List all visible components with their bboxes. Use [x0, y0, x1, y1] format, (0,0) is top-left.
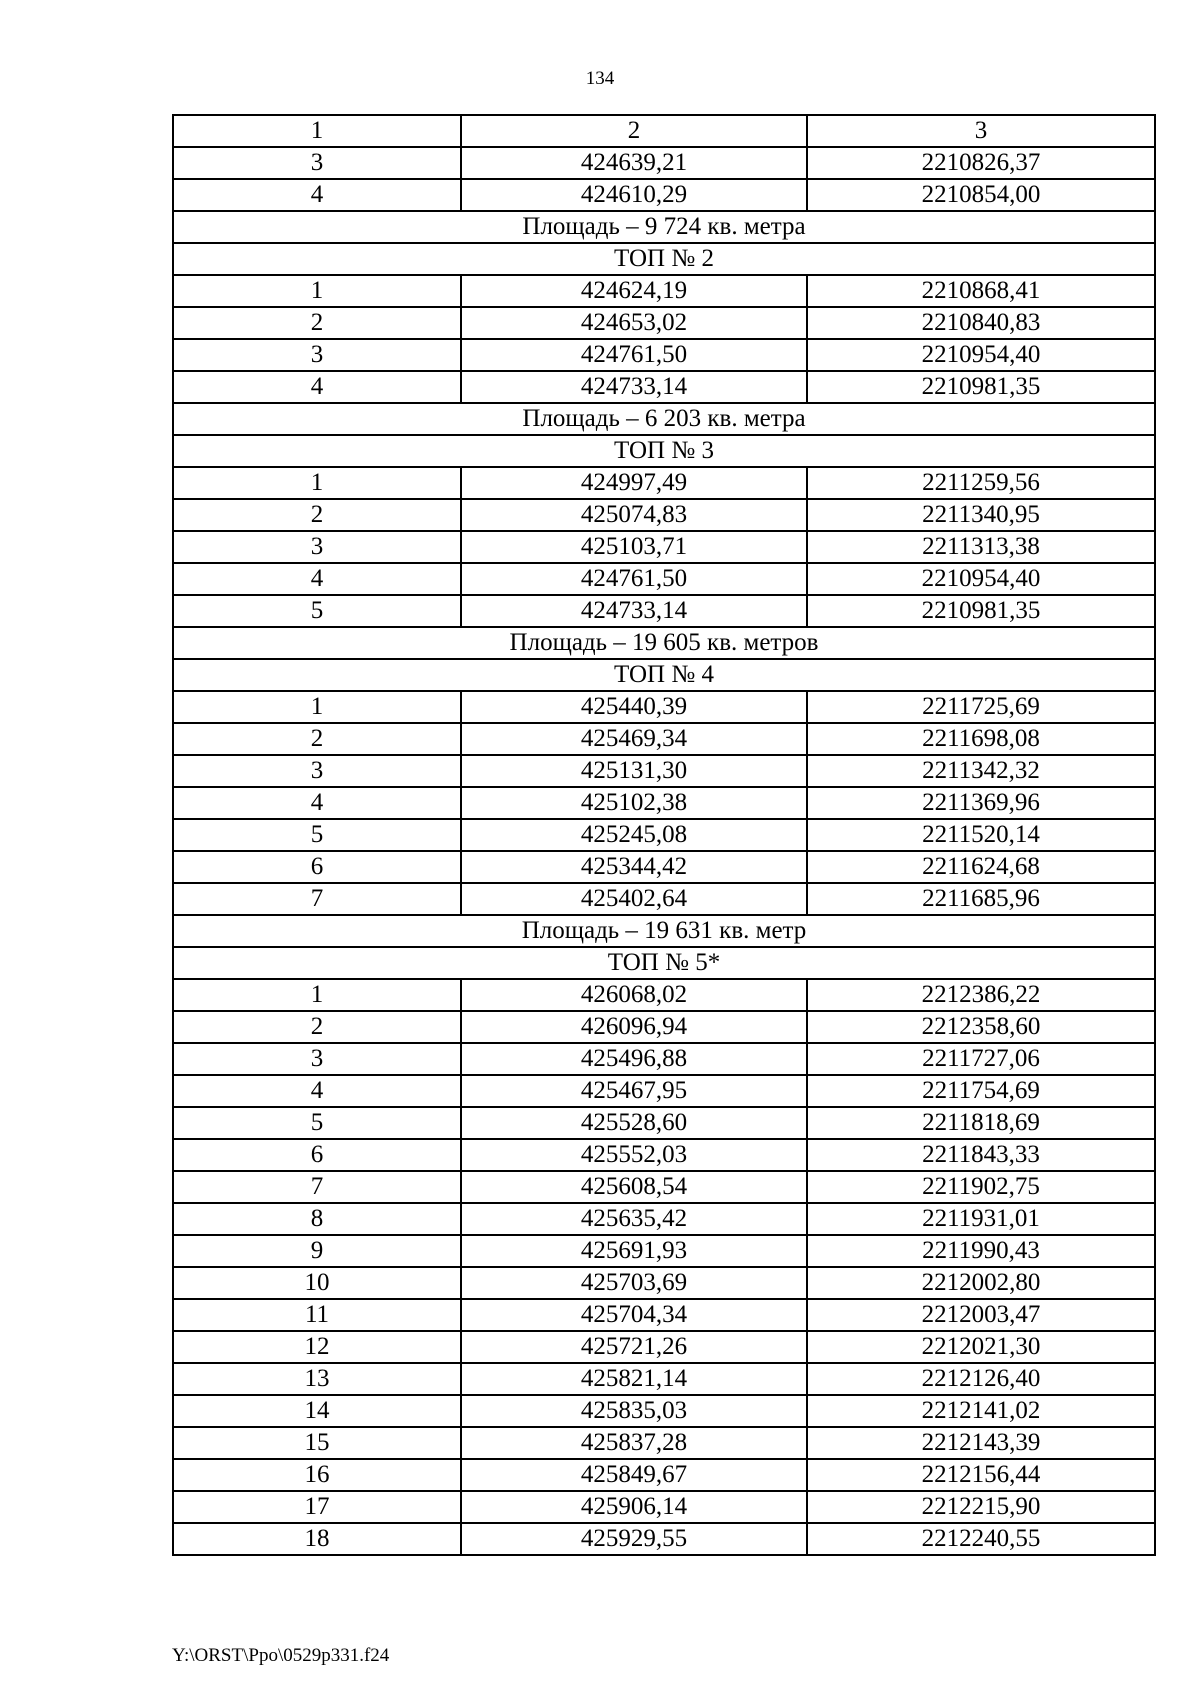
point-number-cell: 5: [173, 819, 461, 851]
x-coordinate-cell: 424733,14: [461, 371, 807, 403]
y-coordinate-cell: 2211369,96: [807, 787, 1155, 819]
section-row: [173, 659, 1155, 691]
point-number-cell: 1: [173, 691, 461, 723]
point-number-cell: 17: [173, 1491, 461, 1523]
table-row: [173, 1363, 1155, 1395]
section-row: [173, 403, 1155, 435]
table-row: [173, 1395, 1155, 1427]
table-row: [173, 1043, 1155, 1075]
point-number-cell: 13: [173, 1363, 461, 1395]
y-coordinate-cell: 2210981,35: [807, 371, 1155, 403]
x-coordinate-cell: 425074,83: [461, 499, 807, 531]
x-coordinate-cell: 424997,49: [461, 467, 807, 499]
table-row: [173, 723, 1155, 755]
point-number-cell: 1: [173, 467, 461, 499]
x-coordinate-cell: 424610,29: [461, 179, 807, 211]
point-number-cell: 2: [173, 307, 461, 339]
table-row: [173, 467, 1155, 499]
table-row: [173, 371, 1155, 403]
x-coordinate-cell: 425344,42: [461, 851, 807, 883]
table-row: [173, 1011, 1155, 1043]
table-row: [173, 499, 1155, 531]
x-coordinate-cell: 425440,39: [461, 691, 807, 723]
point-number-cell: 2: [173, 499, 461, 531]
y-coordinate-cell: 2211754,69: [807, 1075, 1155, 1107]
x-coordinate-cell: 425821,14: [461, 1363, 807, 1395]
y-coordinate-cell: 2210981,35: [807, 595, 1155, 627]
table-row: [173, 755, 1155, 787]
x-coordinate-cell: 425528,60: [461, 1107, 807, 1139]
point-number-cell: 5: [173, 1107, 461, 1139]
x-coordinate-cell: 425402,64: [461, 883, 807, 915]
x-coordinate-cell: 425131,30: [461, 755, 807, 787]
point-number-cell: 15: [173, 1427, 461, 1459]
y-coordinate-cell: 2212002,80: [807, 1267, 1155, 1299]
table-row: [173, 339, 1155, 371]
table-row: [173, 1235, 1155, 1267]
section-row: [173, 947, 1155, 979]
table-body: [173, 115, 1155, 1555]
table-row: [173, 851, 1155, 883]
y-coordinate-cell: 2211727,06: [807, 1043, 1155, 1075]
y-coordinate-cell: 2211725,69: [807, 691, 1155, 723]
table-row: [173, 979, 1155, 1011]
point-number-cell: 4: [173, 787, 461, 819]
table-row: [173, 1267, 1155, 1299]
table-row: [173, 307, 1155, 339]
y-coordinate-cell: 2210840,83: [807, 307, 1155, 339]
x-coordinate-cell: 425929,55: [461, 1523, 807, 1555]
y-coordinate-cell: 2212240,55: [807, 1523, 1155, 1555]
point-number-cell: 4: [173, 1075, 461, 1107]
x-coordinate-cell: 425245,08: [461, 819, 807, 851]
x-coordinate-cell: 424653,02: [461, 307, 807, 339]
point-number-cell: 10: [173, 1267, 461, 1299]
table-row: [173, 787, 1155, 819]
y-coordinate-cell: 2211843,33: [807, 1139, 1155, 1171]
table-header-row: [173, 115, 1155, 147]
x-coordinate-cell: 425691,93: [461, 1235, 807, 1267]
section-label: ТОП № 5*: [173, 947, 1155, 979]
table-row: [173, 179, 1155, 211]
x-coordinate-cell: 426068,02: [461, 979, 807, 1011]
section-row: [173, 243, 1155, 275]
x-coordinate-cell: 424761,50: [461, 563, 807, 595]
x-coordinate-cell: 424733,14: [461, 595, 807, 627]
x-coordinate-cell: 425103,71: [461, 531, 807, 563]
section-label: Площадь – 19 631 кв. метр: [173, 915, 1155, 947]
table-row: [173, 147, 1155, 179]
point-number-cell: 3: [173, 147, 461, 179]
y-coordinate-cell: 2212143,39: [807, 1427, 1155, 1459]
x-coordinate-cell: 425467,95: [461, 1075, 807, 1107]
point-number-cell: 14: [173, 1395, 461, 1427]
y-coordinate-cell: 2210954,40: [807, 339, 1155, 371]
x-coordinate-cell: 425721,26: [461, 1331, 807, 1363]
x-coordinate-cell: 424761,50: [461, 339, 807, 371]
table-row: [173, 595, 1155, 627]
y-coordinate-cell: 2212156,44: [807, 1459, 1155, 1491]
y-coordinate-cell: 2211340,95: [807, 499, 1155, 531]
point-number-cell: 1: [173, 275, 461, 307]
section-row: [173, 435, 1155, 467]
point-number-cell: 3: [173, 339, 461, 371]
table-row: [173, 1427, 1155, 1459]
point-number-cell: 8: [173, 1203, 461, 1235]
point-number-cell: 6: [173, 1139, 461, 1171]
table-row: [173, 531, 1155, 563]
x-coordinate-cell: 424624,19: [461, 275, 807, 307]
x-coordinate-cell: 425837,28: [461, 1427, 807, 1459]
header-cell-y: 3: [807, 115, 1155, 147]
point-number-cell: 12: [173, 1331, 461, 1363]
y-coordinate-cell: 2211313,38: [807, 531, 1155, 563]
table-row: [173, 1171, 1155, 1203]
table-row: [173, 883, 1155, 915]
section-row: [173, 915, 1155, 947]
point-number-cell: 4: [173, 563, 461, 595]
y-coordinate-cell: 2211698,08: [807, 723, 1155, 755]
point-number-cell: 1: [173, 979, 461, 1011]
y-coordinate-cell: 2211990,43: [807, 1235, 1155, 1267]
point-number-cell: 4: [173, 179, 461, 211]
section-label: Площадь – 6 203 кв. метра: [173, 403, 1155, 435]
point-number-cell: 16: [173, 1459, 461, 1491]
table-row: [173, 1203, 1155, 1235]
section-label: Площадь – 9 724 кв. метра: [173, 211, 1155, 243]
point-number-cell: 2: [173, 1011, 461, 1043]
y-coordinate-cell: 2211902,75: [807, 1171, 1155, 1203]
y-coordinate-cell: 2212021,30: [807, 1331, 1155, 1363]
x-coordinate-cell: 425704,34: [461, 1299, 807, 1331]
table-row: [173, 1139, 1155, 1171]
y-coordinate-cell: 2210826,37: [807, 147, 1155, 179]
section-row: [173, 211, 1155, 243]
y-coordinate-cell: 2210854,00: [807, 179, 1155, 211]
x-coordinate-cell: 425849,67: [461, 1459, 807, 1491]
point-number-cell: 5: [173, 595, 461, 627]
y-coordinate-cell: 2212358,60: [807, 1011, 1155, 1043]
point-number-cell: 3: [173, 1043, 461, 1075]
x-coordinate-cell: 425552,03: [461, 1139, 807, 1171]
x-coordinate-cell: 425835,03: [461, 1395, 807, 1427]
page-number: 134: [585, 68, 615, 89]
table-row: [173, 1459, 1155, 1491]
x-coordinate-cell: 426096,94: [461, 1011, 807, 1043]
table-row: [173, 1075, 1155, 1107]
x-coordinate-cell: 425102,38: [461, 787, 807, 819]
section-row: [173, 627, 1155, 659]
x-coordinate-cell: 425469,34: [461, 723, 807, 755]
section-label: ТОП № 4: [173, 659, 1155, 691]
table-row: [173, 691, 1155, 723]
y-coordinate-cell: 2210954,40: [807, 563, 1155, 595]
point-number-cell: 7: [173, 1171, 461, 1203]
x-coordinate-cell: 425906,14: [461, 1491, 807, 1523]
y-coordinate-cell: 2212386,22: [807, 979, 1155, 1011]
x-coordinate-cell: 425496,88: [461, 1043, 807, 1075]
x-coordinate-cell: 425635,42: [461, 1203, 807, 1235]
x-coordinate-cell: 425703,69: [461, 1267, 807, 1299]
y-coordinate-cell: 2211818,69: [807, 1107, 1155, 1139]
y-coordinate-cell: 2211520,14: [807, 819, 1155, 851]
header-cell-point: 1: [173, 115, 461, 147]
x-coordinate-cell: 425608,54: [461, 1171, 807, 1203]
point-number-cell: 7: [173, 883, 461, 915]
file-path-footer: Y:\ORST\Ppo\0529p331.f24: [172, 1645, 390, 1666]
section-label: ТОП № 3: [173, 435, 1155, 467]
point-number-cell: 3: [173, 755, 461, 787]
y-coordinate-cell: 2210868,41: [807, 275, 1155, 307]
point-number-cell: 4: [173, 371, 461, 403]
table-row: [173, 1107, 1155, 1139]
point-number-cell: 6: [173, 851, 461, 883]
table-row: [173, 563, 1155, 595]
y-coordinate-cell: 2212215,90: [807, 1491, 1155, 1523]
point-number-cell: 9: [173, 1235, 461, 1267]
point-number-cell: 11: [173, 1299, 461, 1331]
point-number-cell: 18: [173, 1523, 461, 1555]
coordinates-table: [172, 114, 1156, 1556]
point-number-cell: 2: [173, 723, 461, 755]
y-coordinate-cell: 2211624,68: [807, 851, 1155, 883]
section-label: ТОП № 2: [173, 243, 1155, 275]
y-coordinate-cell: 2211342,32: [807, 755, 1155, 787]
table-row: [173, 275, 1155, 307]
section-label: Площадь – 19 605 кв. метров: [173, 627, 1155, 659]
y-coordinate-cell: 2212126,40: [807, 1363, 1155, 1395]
y-coordinate-cell: 2211259,56: [807, 467, 1155, 499]
y-coordinate-cell: 2211931,01: [807, 1203, 1155, 1235]
point-number-cell: 3: [173, 531, 461, 563]
table-row: [173, 819, 1155, 851]
y-coordinate-cell: 2211685,96: [807, 883, 1155, 915]
header-cell-x: 2: [461, 115, 807, 147]
x-coordinate-cell: 424639,21: [461, 147, 807, 179]
y-coordinate-cell: 2212003,47: [807, 1299, 1155, 1331]
table-row: [173, 1523, 1155, 1555]
table-row: [173, 1299, 1155, 1331]
table-row: [173, 1331, 1155, 1363]
table-row: [173, 1491, 1155, 1523]
y-coordinate-cell: 2212141,02: [807, 1395, 1155, 1427]
